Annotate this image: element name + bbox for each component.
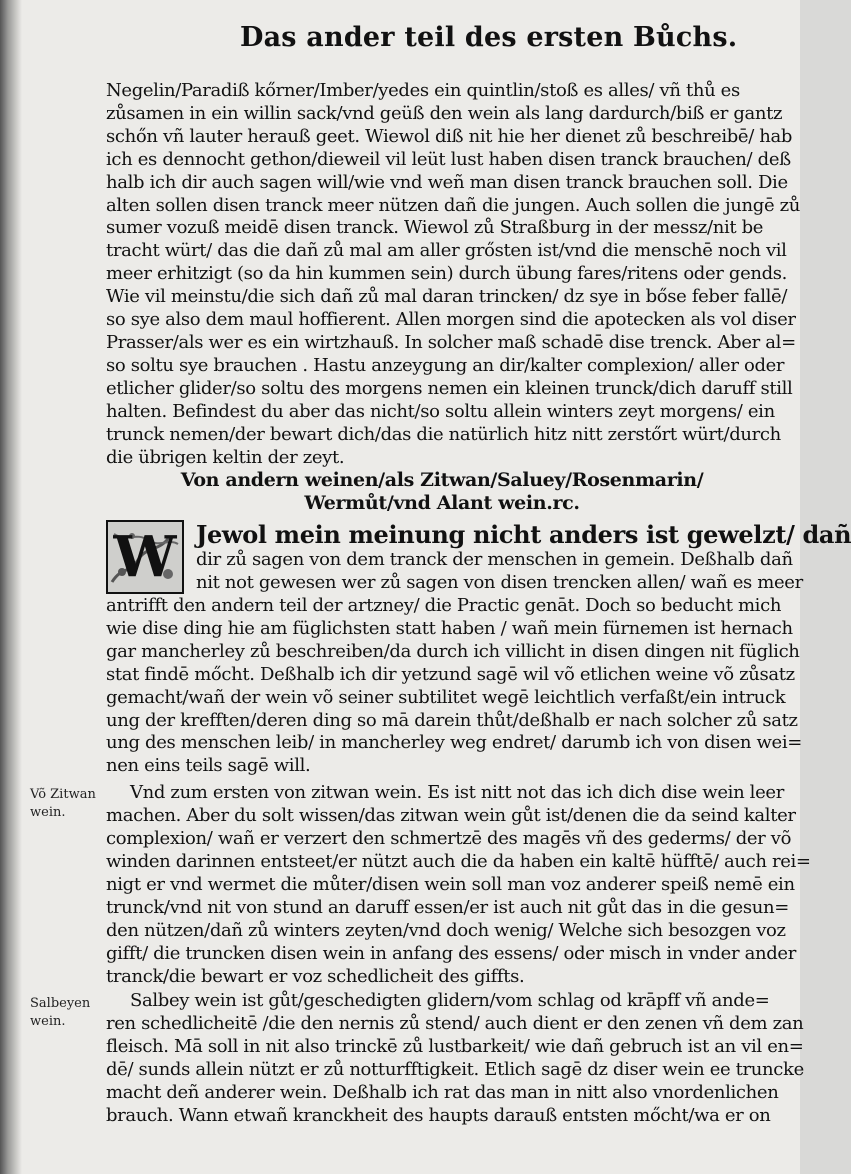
text-line: dir zů sagen von dem tranck der menschen in gemein. Deßhalb dañ bbox=[196, 549, 793, 571]
margin-note-line: wein. bbox=[30, 805, 66, 820]
margin-note-line: Salbeyen bbox=[30, 996, 91, 1011]
text-line: etlicher glider/so soltu des morgens nemen ein kleinen trunck/dich daruff still bbox=[106, 377, 793, 399]
text-line: ich es dennocht gethon/dieweil vil leüt lust haben disen tranck brauchen/ deß bbox=[106, 148, 791, 170]
text-line-first: Jewol mein meinung nicht anders ist gewelzt/ dañ bbox=[196, 520, 851, 550]
text-line: machen. Aber du solt wissen/das zitwan wein gůt ist/denen die da seind kalter bbox=[106, 805, 796, 827]
text-line: halten. Befindest du aber das nicht/so soltu allein winters zeyt morgens/ ein bbox=[106, 400, 775, 422]
text-line: meer erhitzigt (so da hin kummen sein) durch übung fares/ritens oder gends. bbox=[106, 263, 788, 285]
text-line: Salbey wein ist gůt/geschedigten glidern/vom schlag od krāpff vñ ande= bbox=[130, 990, 770, 1012]
text-line: nen eins teils sagē will. bbox=[106, 755, 311, 777]
section-zitwan bbox=[106, 782, 811, 988]
section-heading bbox=[106, 469, 778, 515]
text-line: ung der krefften/deren ding so mā darein thůt/deßhalb er nach solcher zů satz bbox=[106, 709, 798, 731]
text-line: die übrigen keltin der zeyt. bbox=[106, 446, 345, 468]
text-line: sumer vozuß meidē disen tranck. Wiewol zů Straßburg in der messz/nit be bbox=[106, 217, 764, 239]
text-line: Wie vil meinstu/die sich dañ zů mal daran trincken/ dz sye in bőse feber fallē/ bbox=[106, 286, 788, 308]
section-intro bbox=[106, 520, 851, 778]
text-line: stat findē mőcht. Deßhalb ich dir yetzund sagē wil võ etlichen weine võ zůsatz bbox=[106, 663, 795, 685]
text-line: ren schedlicheitē /die den nernis zů stend/ auch dient er den zenen vñ dem zan bbox=[106, 1013, 804, 1035]
running-header: Das ander teil des ersten Bůchs. bbox=[240, 22, 738, 53]
text-line: wie dise ding hie am füglichsten statt haben / wañ mein fürnemen ist hernach bbox=[106, 617, 793, 639]
text-line: fleisch. Mā soll in nit also trinckē zů lustbarkeit/ wie dañ gebruch ist an vil en= bbox=[106, 1036, 804, 1058]
text-line: Negelin/Paradiß kőrner/Imber/yedes ein quintlin/stoß es alles/ vñ thů es bbox=[106, 80, 740, 101]
text-line: Vnd zum ersten von zitwan wein. Es ist nitt not das ich dich dise wein leer bbox=[130, 782, 784, 804]
section-heading-line: Wermůt/vnd Alant wein.rc. bbox=[304, 492, 580, 515]
text-line: trunck/vnd nit von stund an daruff essen/er ist auch nit gůt das in die gesun= bbox=[106, 896, 789, 918]
text-line: alten sollen disen tranck meer nützen dañ die jungen. Auch sollen die jungē zů bbox=[106, 194, 801, 216]
text-line: dē/ sunds allein nützt er zů notturfftigkeit. Etlich sagē dz diser wein ee truncke bbox=[106, 1059, 804, 1081]
text-line: trunck nemen/der bewart dich/das die natürlich hitz nitt zerstőrt würt/durch bbox=[106, 423, 781, 445]
text-line: complexion/ wañ er verzert den schmertzē des magēs vñ des gederms/ der võ bbox=[106, 828, 792, 850]
text-line: gar mancherley zů beschreiben/da durch ich villicht in disen dingen nit füglich bbox=[106, 640, 800, 662]
text-line: den nützen/dañ zů winters zeyten/vnd doch wenig/ Welche sich besozgen voz bbox=[106, 919, 786, 941]
text-line: tracht würt/ das die dañ zů mal am aller grősten ist/vnd die menschē noch vil bbox=[106, 240, 787, 262]
margin-note-salbeyen bbox=[30, 995, 102, 1031]
text-line: nigt er vnd wermet die můter/disen wein soll man voz anderer speiß nemē ein bbox=[106, 873, 795, 895]
binding-gutter bbox=[0, 0, 22, 1174]
text-line: nit not gewesen wer zů sagen von disen trencken allen/ wañ es meer bbox=[196, 572, 803, 594]
text-line: ung des menschen leib/ in mancherley weg endret/ darumb ich von disen wei= bbox=[106, 732, 802, 754]
initial-letter: W bbox=[113, 524, 177, 590]
text-line: gifft/ die truncken disen wein in anfang des essens/ oder misch in vnder ander bbox=[106, 942, 796, 964]
text-line: brauch. Wann etwañ kranckheit des haupts darauß entsten mőcht/wa er on bbox=[106, 1104, 771, 1126]
text-line: macht deñ anderer wein. Deßhalb ich rat das man in nitt also vnordenlichen bbox=[106, 1082, 779, 1104]
margin-note-line: wein. bbox=[30, 1014, 66, 1029]
margin-note-line: Võ Zitwan bbox=[30, 787, 96, 802]
text-line: halb ich dir auch sagen will/wie vnd weñ man disen tranck brauchen soll. Die bbox=[106, 171, 788, 193]
text-line: so sye also dem maul hoffierent. Allen morgen sind die apotecken als vol diser bbox=[106, 309, 796, 331]
text-line: Prasser/als wer es ein wirtzhauß. In solcher maß schadē dise trenck. Aber al= bbox=[106, 331, 796, 353]
text-line: schőn vñ lauter herauß geet. Wiewol diß nit hie her dienet zů beschreibē/ hab bbox=[106, 125, 793, 147]
text-line: antrifft den andern teil der artzney/ die Practic genāt. Doch so beducht mich bbox=[106, 595, 782, 617]
section-negelin bbox=[106, 80, 801, 469]
section-heading-line: Von andern weinen/als Zitwan/Saluey/Rosenmarin/ bbox=[180, 469, 704, 492]
text-line: winden darinnen entsteet/er nützt auch die da haben ein kaltē hüfftē/ auch rei= bbox=[106, 851, 811, 872]
text-line: tranck/die bewart er voz schedlicheit des giffts. bbox=[106, 965, 525, 987]
text-line: gemacht/wañ der wein võ seiner subtilitet wegē leichtlich verfaßt/ein intruck bbox=[106, 686, 786, 708]
text-line: zůsamen in ein willin sack/vnd geüß den wein als lang dardurch/biß er gantz bbox=[106, 102, 783, 124]
section-salbey bbox=[106, 990, 804, 1127]
text-line: so soltu sye brauchen . Hastu anzeygung an dir/kalter complexion/ aller oder bbox=[106, 354, 785, 376]
text-body bbox=[106, 80, 851, 1128]
margin-note-zitwan bbox=[30, 786, 102, 822]
